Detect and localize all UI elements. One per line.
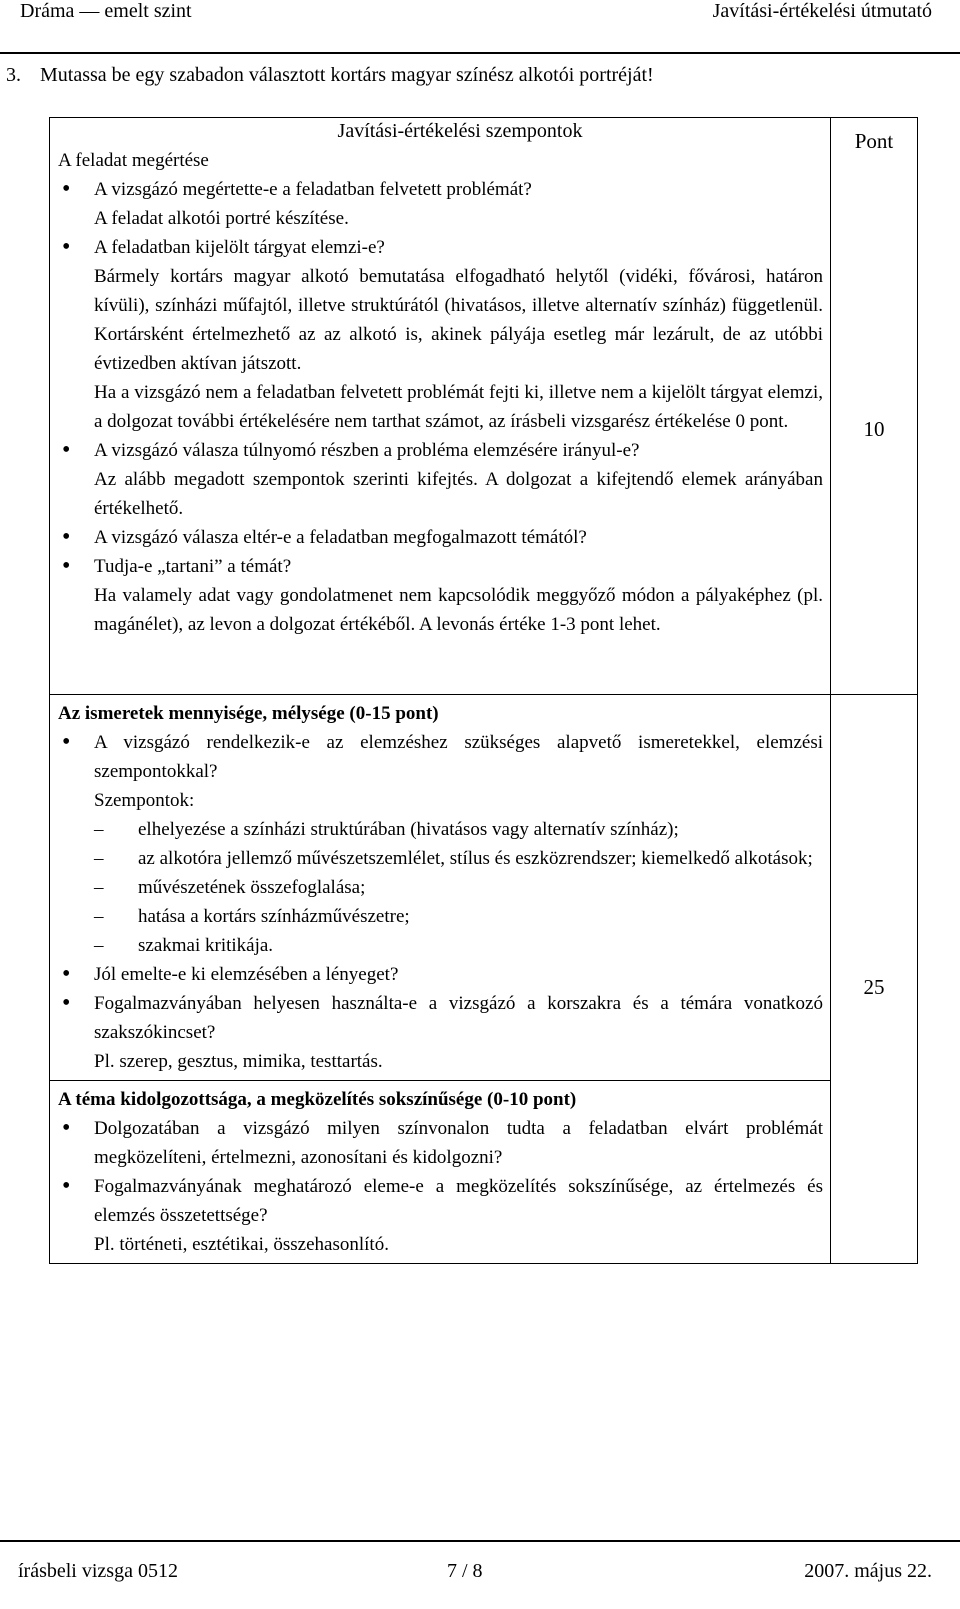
header-doc-title: Javítási-értékelési útmutató	[712, 0, 932, 22]
question	[6, 64, 654, 87]
bullet-item: • Fogalmazványában helyesen használta-e a vizsgázó a korszakra és a témára vonatkozó szakszókincset?	[58, 989, 823, 1047]
question-number: 3.	[6, 64, 21, 86]
paragraph: Ha valamely adat vagy gondolatmenet nem kapcsolódik meggyőző módon a pályaképhez (pl. magánélet), az levon a dolgozat értékéből. A levonás értéke 1-3 pont lehet.	[94, 585, 823, 635]
section-title-elaboration: A téma kidolgozottsága, a megközelítés sokszínűsége (0-10 pont)	[58, 1089, 577, 1110]
bullet-item: • Jól emelte-e ki elemzésében a lényeget?	[58, 960, 823, 989]
question-text: Mutassa be egy szabadon választott kortárs magyar színész alkotói portréját!	[40, 64, 654, 86]
bullet-item: • A vizsgázó megértette-e a feladatban felvetett problémát?	[58, 175, 823, 204]
dash-item: – elhelyezése a színházi struktúrában (hivatásos vagy alternatív színház);	[58, 815, 823, 844]
header-subject: Dráma — emelt szint	[20, 0, 192, 22]
points-knowledge: 25	[863, 975, 885, 999]
criteria-header: Javítási-értékelési szempontok	[337, 120, 583, 142]
footer-page-number: 7 / 8	[447, 1560, 483, 1582]
paragraph: Pl. történeti, esztétikai, összehasonlító.	[94, 1234, 389, 1255]
paragraph: A feladat alkotói portré készítése.	[94, 208, 349, 229]
criteria-header-cell	[50, 118, 831, 695]
bullet-item: • A vizsgázó válasza túlnyomó részben a probléma elemzésére irányul-e?	[58, 436, 823, 465]
bullet-item: • Tudja-e „tartani” a témát?	[58, 552, 823, 581]
section-elaboration	[50, 1081, 830, 1263]
section-knowledge	[50, 695, 830, 1080]
bullet-item: • Dolgozatában a vizsgázó milyen színvonalon tudta a feladatban elvárt problémát megközelíteni, értelmezni, azonosítani és kidolgozni?	[58, 1114, 823, 1172]
dash-item: – művészetének összefoglalása;	[58, 873, 823, 902]
paragraph: Szempontok:	[94, 790, 195, 811]
points-column-knowledge	[831, 695, 918, 1264]
bullet-item: • Fogalmazványának meghatározó eleme-e a megközelítés sokszínűsége, az értelmezés és elemzés összetettsége?	[58, 1172, 823, 1230]
header-rule	[0, 52, 960, 54]
dash-item: – az alkotóra jellemző művészetszemlélet, stílus és eszközrendszer; kiemelkedő alkotások;	[58, 844, 823, 873]
section-knowledge-cell	[50, 695, 831, 1081]
footer-date: 2007. május 22.	[804, 1560, 932, 1582]
section-title-knowledge: Az ismeretek mennyisége, mélysége (0-15 pont)	[58, 703, 439, 724]
dash-item: – hatása a kortárs színházművészetre;	[58, 902, 823, 931]
bullet-item: • A vizsgázó válasza eltér-e a feladatban megfogalmazott témától?	[58, 523, 823, 552]
points-understanding: 10	[863, 416, 885, 441]
bullet-item: • A vizsgázó rendelkezik-e az elemzéshez szükséges alapvető ismeretekkel, elemzési szempontokkal?	[58, 728, 823, 786]
paragraph: Bármely kortárs magyar alkotó bemutatása elfogadható helytől (vidéki, fővárosi, határon kívüli), színházi műfajtól, illetve struktúrától (hivatásos, illetve alternatív színház) függetlenül. Kortársként értelmezhető az az alkotó is, akinek pályája esetleg már lezárult, de az utóbbi évtizedben aktívan játszott.	[94, 266, 823, 374]
paragraph: Ha a vizsgázó nem a feladatban felvetett problémát fejti ki, illetve nem a kijelölt tárgyat elemzi, a dolgozat további értékelésére nem tarthat számot, az írásbeli vizsgarész értékelése 0 pont.	[94, 382, 823, 432]
points-header: Pont	[854, 129, 894, 153]
footer-rule	[0, 1540, 960, 1542]
grading-table	[49, 117, 918, 1264]
dash-item: – szakmai kritikája.	[58, 931, 823, 960]
section-title-understanding: A feladat megértése	[58, 150, 209, 171]
paragraph: Az alább megadott szempontok szerinti kifejtés. A dolgozat a kifejtendő elemek arányában értékelhető.	[94, 469, 823, 519]
bullet-item: • A feladatban kijelölt tárgyat elemzi-e?	[58, 233, 823, 262]
footer-exam-code: írásbeli vizsga 0512	[18, 1560, 178, 1582]
paragraph: Pl. szerep, gesztus, mimika, testtartás.	[94, 1051, 383, 1072]
section-understanding	[50, 142, 830, 643]
section-elaboration-cell	[50, 1081, 831, 1264]
points-column-understanding	[831, 118, 918, 695]
